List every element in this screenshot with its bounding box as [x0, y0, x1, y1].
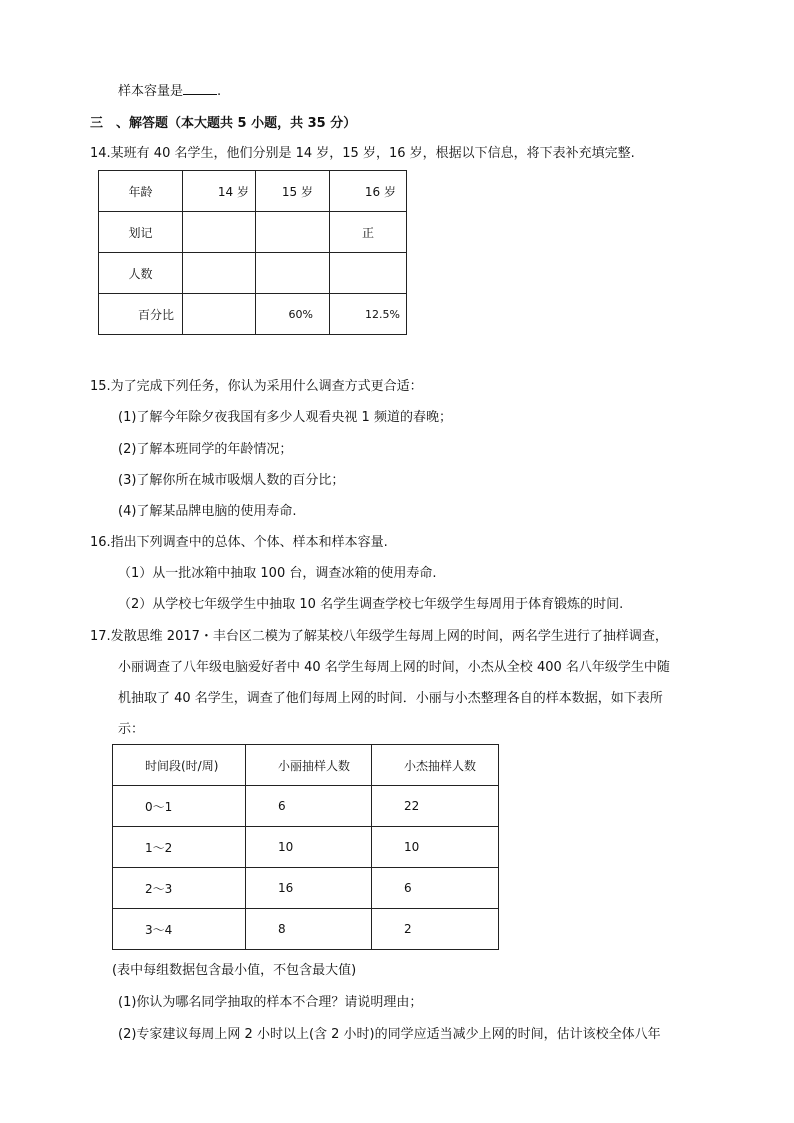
question-15-item: (4)了解某品牌电脑的使用寿命.: [118, 504, 297, 519]
question-17-line: 17.发散思维 2017・丰台区二模为了解某校八年级学生每周上网的时间，两名学生进行了抽样调查，: [90, 629, 668, 644]
question-16-item: （1）从一批冰箱中抽取 100 台，调查冰箱的使用寿命.: [118, 566, 437, 581]
table-cell: 14 岁: [183, 171, 256, 212]
table-cell: 小丽抽样人数: [246, 745, 372, 786]
sample-size-line: [118, 82, 221, 101]
question-15-item: (2)了解本班同学的年龄情况；: [118, 442, 293, 457]
sample-size-text: 样本容量是: [118, 84, 184, 99]
table-note: (表中每组数据包含最小值，不包含最大值): [112, 963, 357, 978]
table-cell: 16: [246, 868, 372, 909]
table-cell: 3～4: [113, 909, 246, 950]
table-cell: 小杰抽样人数: [372, 745, 499, 786]
table-cell: 人数: [99, 253, 183, 294]
table-cell: 0～1: [113, 786, 246, 827]
table-cell: 正: [330, 212, 407, 253]
answer-blank[interactable]: [183, 82, 217, 95]
question-17-line: 机抽取了 40 名学生，调查了他们每周上网的时间．小丽与小杰整理各自的样本数据，如下表所: [118, 691, 663, 706]
table-cell: 12.5%: [330, 294, 407, 335]
table-cell: 6: [246, 786, 372, 827]
table-cell: [256, 253, 330, 294]
question-14-text: 14.某班有 40 名学生，他们分别是 14 岁，15 岁，16 岁，根据以下信息，将下表补充填完整.: [90, 146, 635, 161]
internet-time-table: [112, 744, 499, 950]
question-17-line: 小丽调查了八年级电脑爱好者中 40 名学生每周上网的时间，小杰从全校 400 名八年级学生中随: [118, 660, 670, 675]
age-table: [98, 170, 407, 335]
table-cell: 6: [372, 868, 499, 909]
table-cell: [183, 212, 256, 253]
table-row: [113, 827, 499, 868]
question-15-item: (3)了解你所在城市吸烟人数的百分比；: [118, 473, 345, 488]
table-cell: 10: [372, 827, 499, 868]
question-15-text: 15.为了完成下列任务，你认为采用什么调查方式更合适：: [90, 379, 423, 394]
table-row: [99, 253, 407, 294]
table-cell: 时间段(时/周): [113, 745, 246, 786]
table-row: [113, 909, 499, 950]
table-row: [99, 294, 407, 335]
table-row: [99, 212, 407, 253]
table-cell: [183, 294, 256, 335]
table-cell: 22: [372, 786, 499, 827]
table-cell: 15 岁: [256, 171, 330, 212]
question-17-line: 示：: [118, 722, 145, 737]
table-cell: 1～2: [113, 827, 246, 868]
table-cell: 8: [246, 909, 372, 950]
table-row: [99, 171, 407, 212]
table-cell: 10: [246, 827, 372, 868]
table-cell: 百分比: [99, 294, 183, 335]
question-17-sub: (2)专家建议每周上网 2 小时以上(含 2 小时)的同学应适当减少上网的时间，估计该校全体八年: [118, 1027, 661, 1042]
table-cell: [256, 212, 330, 253]
table-row: [113, 745, 499, 786]
section-title: 三 、解答题（本大题共 5 小题，共 35 分）: [90, 116, 357, 131]
table-cell: 年龄: [99, 171, 183, 212]
table-cell: [330, 253, 407, 294]
question-15-item: (1)了解今年除夕夜我国有多少人观看央视 1 频道的春晚；: [118, 410, 452, 425]
question-16-text: 16.指出下列调查中的总体、个体、样本和样本容量.: [90, 535, 388, 550]
table-cell: 划记: [99, 212, 183, 253]
table-row: [113, 786, 499, 827]
table-row: [113, 868, 499, 909]
sample-size-end: .: [217, 84, 222, 99]
table-cell: 2: [372, 909, 499, 950]
question-17-sub: (1)你认为哪名同学抽取的样本不合理？请说明理由；: [118, 995, 423, 1010]
question-16-item: （2）从学校七年级学生中抽取 10 名学生调查学校七年级学生每周用于体育锻炼的时间.: [118, 597, 624, 612]
table-cell: 60%: [256, 294, 330, 335]
table-cell: [183, 253, 256, 294]
table-cell: 16 岁: [330, 171, 407, 212]
table-cell: 2～3: [113, 868, 246, 909]
